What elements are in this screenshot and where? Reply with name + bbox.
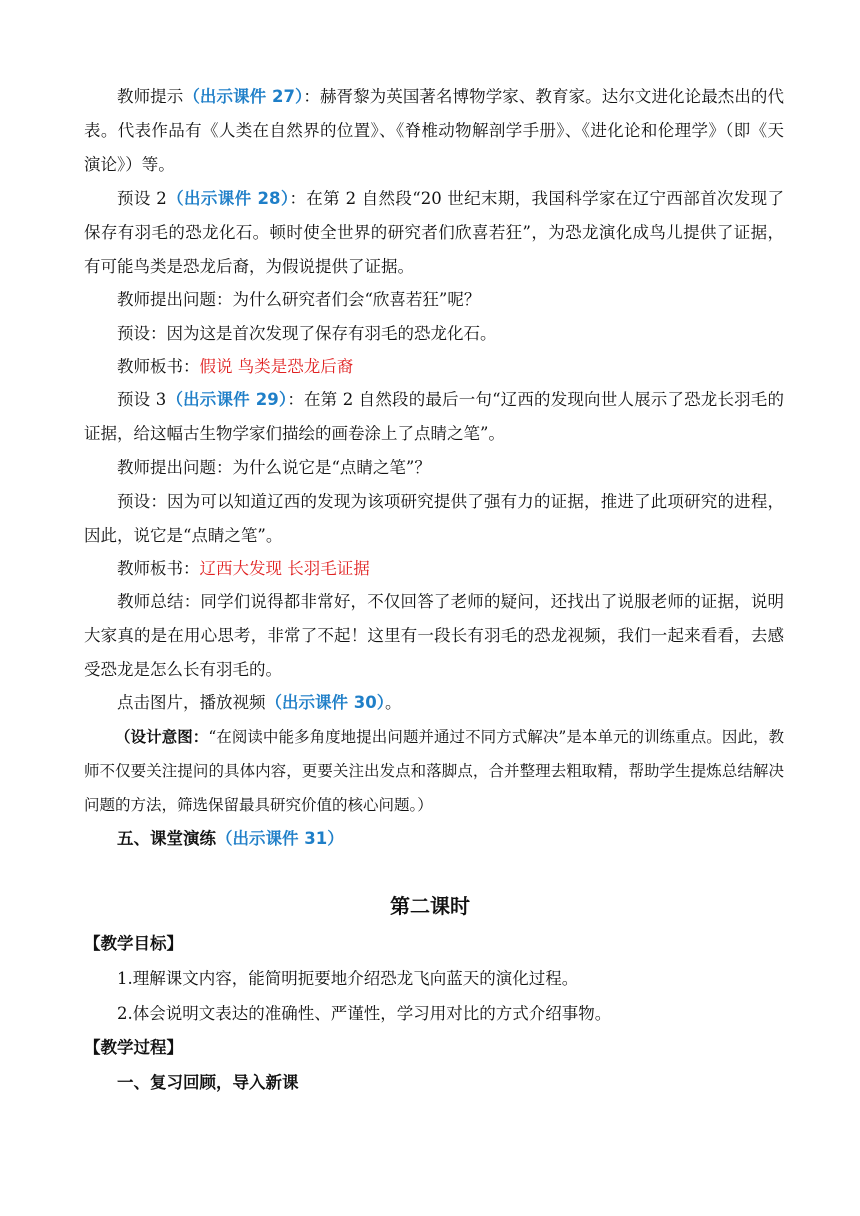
board-label: 教师板书： xyxy=(117,357,200,376)
play-video-line xyxy=(84,686,784,720)
courseware-ref-27: （出示课件 27） xyxy=(183,87,304,106)
board-label: 教师板书： xyxy=(117,559,200,578)
goal-item-1: 1.理解课文内容，能简明扼要地介绍恐龙飞向蓝天的演化过程。 xyxy=(117,969,579,988)
teacher-question-1: 教师提出问题：为什么研究者们会“欣喜若狂”呢？ xyxy=(117,290,481,309)
courseware-ref-28: （出示课件 28） xyxy=(166,189,290,208)
paragraph-body: 。 xyxy=(384,693,402,712)
courseware-ref-31: （出示课件 31） xyxy=(216,829,344,848)
lesson-title: 第二课时 xyxy=(390,894,470,918)
board-text-red: 辽西大发现 长羽毛证据 xyxy=(199,559,370,578)
courseware-ref-30: （出示课件 30） xyxy=(265,693,385,712)
paragraph-lead: 预设 3 xyxy=(117,390,167,409)
design-intent-label: （设计意图： xyxy=(115,728,209,746)
preset-answer-2: 预设：因为可以知道辽西的发现为该项研究提供了强有力的证据，推进了此项研究的进程，因此，说它是“点睛之笔”。 xyxy=(84,492,784,545)
paragraph-body: ：在第 2 自然段的最后一句“辽西的发现向世人展示了恐龙长羽毛的证据，给这幅古生物学家们描绘的画卷涂上了点睛之笔”。 xyxy=(84,390,784,443)
paragraph-lead: 点击图片，播放视频 xyxy=(117,693,266,712)
process-heading: 【教学过程】 xyxy=(84,1038,183,1057)
board-note-2 xyxy=(84,552,784,586)
design-intent xyxy=(84,720,784,822)
section-five-heading xyxy=(84,822,784,856)
paragraph-lead: 教师提示 xyxy=(117,87,184,106)
board-note-1 xyxy=(84,350,784,384)
preset-2-paragraph xyxy=(84,182,784,284)
teacher-summary: 教师总结：同学们说得都非常好，不仅回答了老师的疑问，还找出了说服老师的证据，说明大家真的是在用心思考，非常了不起！这里有一段长有羽毛的恐龙视频，我们一起来看看，去感受恐龙是怎么长有羽毛的。 xyxy=(84,592,784,679)
paragraph-lead: 预设 2 xyxy=(117,189,167,208)
courseware-ref-29: （出示课件 29） xyxy=(166,390,288,409)
goals-heading: 【教学目标】 xyxy=(84,934,183,953)
section-five-title: 五、课堂演练 xyxy=(117,829,216,848)
section-one-heading: 一、复习回顾，导入新课 xyxy=(117,1073,299,1092)
board-text-red: 假说 鸟类是恐龙后裔 xyxy=(199,357,354,376)
goal-item-2: 2.体会说明文表达的准确性、严谨性，学习用对比的方式介绍事物。 xyxy=(117,1004,612,1023)
preset-answer-1: 预设：因为这是首次发现了保存有羽毛的恐龙化石。 xyxy=(117,324,497,343)
preset-3-paragraph xyxy=(84,383,784,451)
teacher-question-2: 教师提出问题：为什么说它是“点睛之笔”？ xyxy=(117,458,431,477)
design-intent-text: “在阅读中能多角度地提出问题并通过不同方式解决”是本单元的训练重点。因此，教师不仅要关注提问的具体内容，更要关注出发点和落脚点，合并整理去粗取精，帮助学生提炼总结解决问题的方法，筛选保留最具研究价值的核心问题。） xyxy=(84,728,784,814)
paragraph-body: ：在第 2 自然段“20 世纪末期，我国科学家在辽宁西部首次发现了保存有羽毛的恐龙化石。顿时使全世界的研究者们欣喜若狂”，为恐龙演化成鸟儿提供了证据，有可能鸟类是恐龙后裔，为假说提供了证据。 xyxy=(84,189,784,276)
teacher-tip-paragraph xyxy=(84,80,784,182)
paragraph-body: ：赫胥黎为英国著名博物学家、教育家。达尔文进化论最杰出的代表。代表作品有《人类在自然界的位置》、《脊椎动物解剖学手册》、《进化论和伦理学》（即《天演论》）等。 xyxy=(84,87,784,174)
